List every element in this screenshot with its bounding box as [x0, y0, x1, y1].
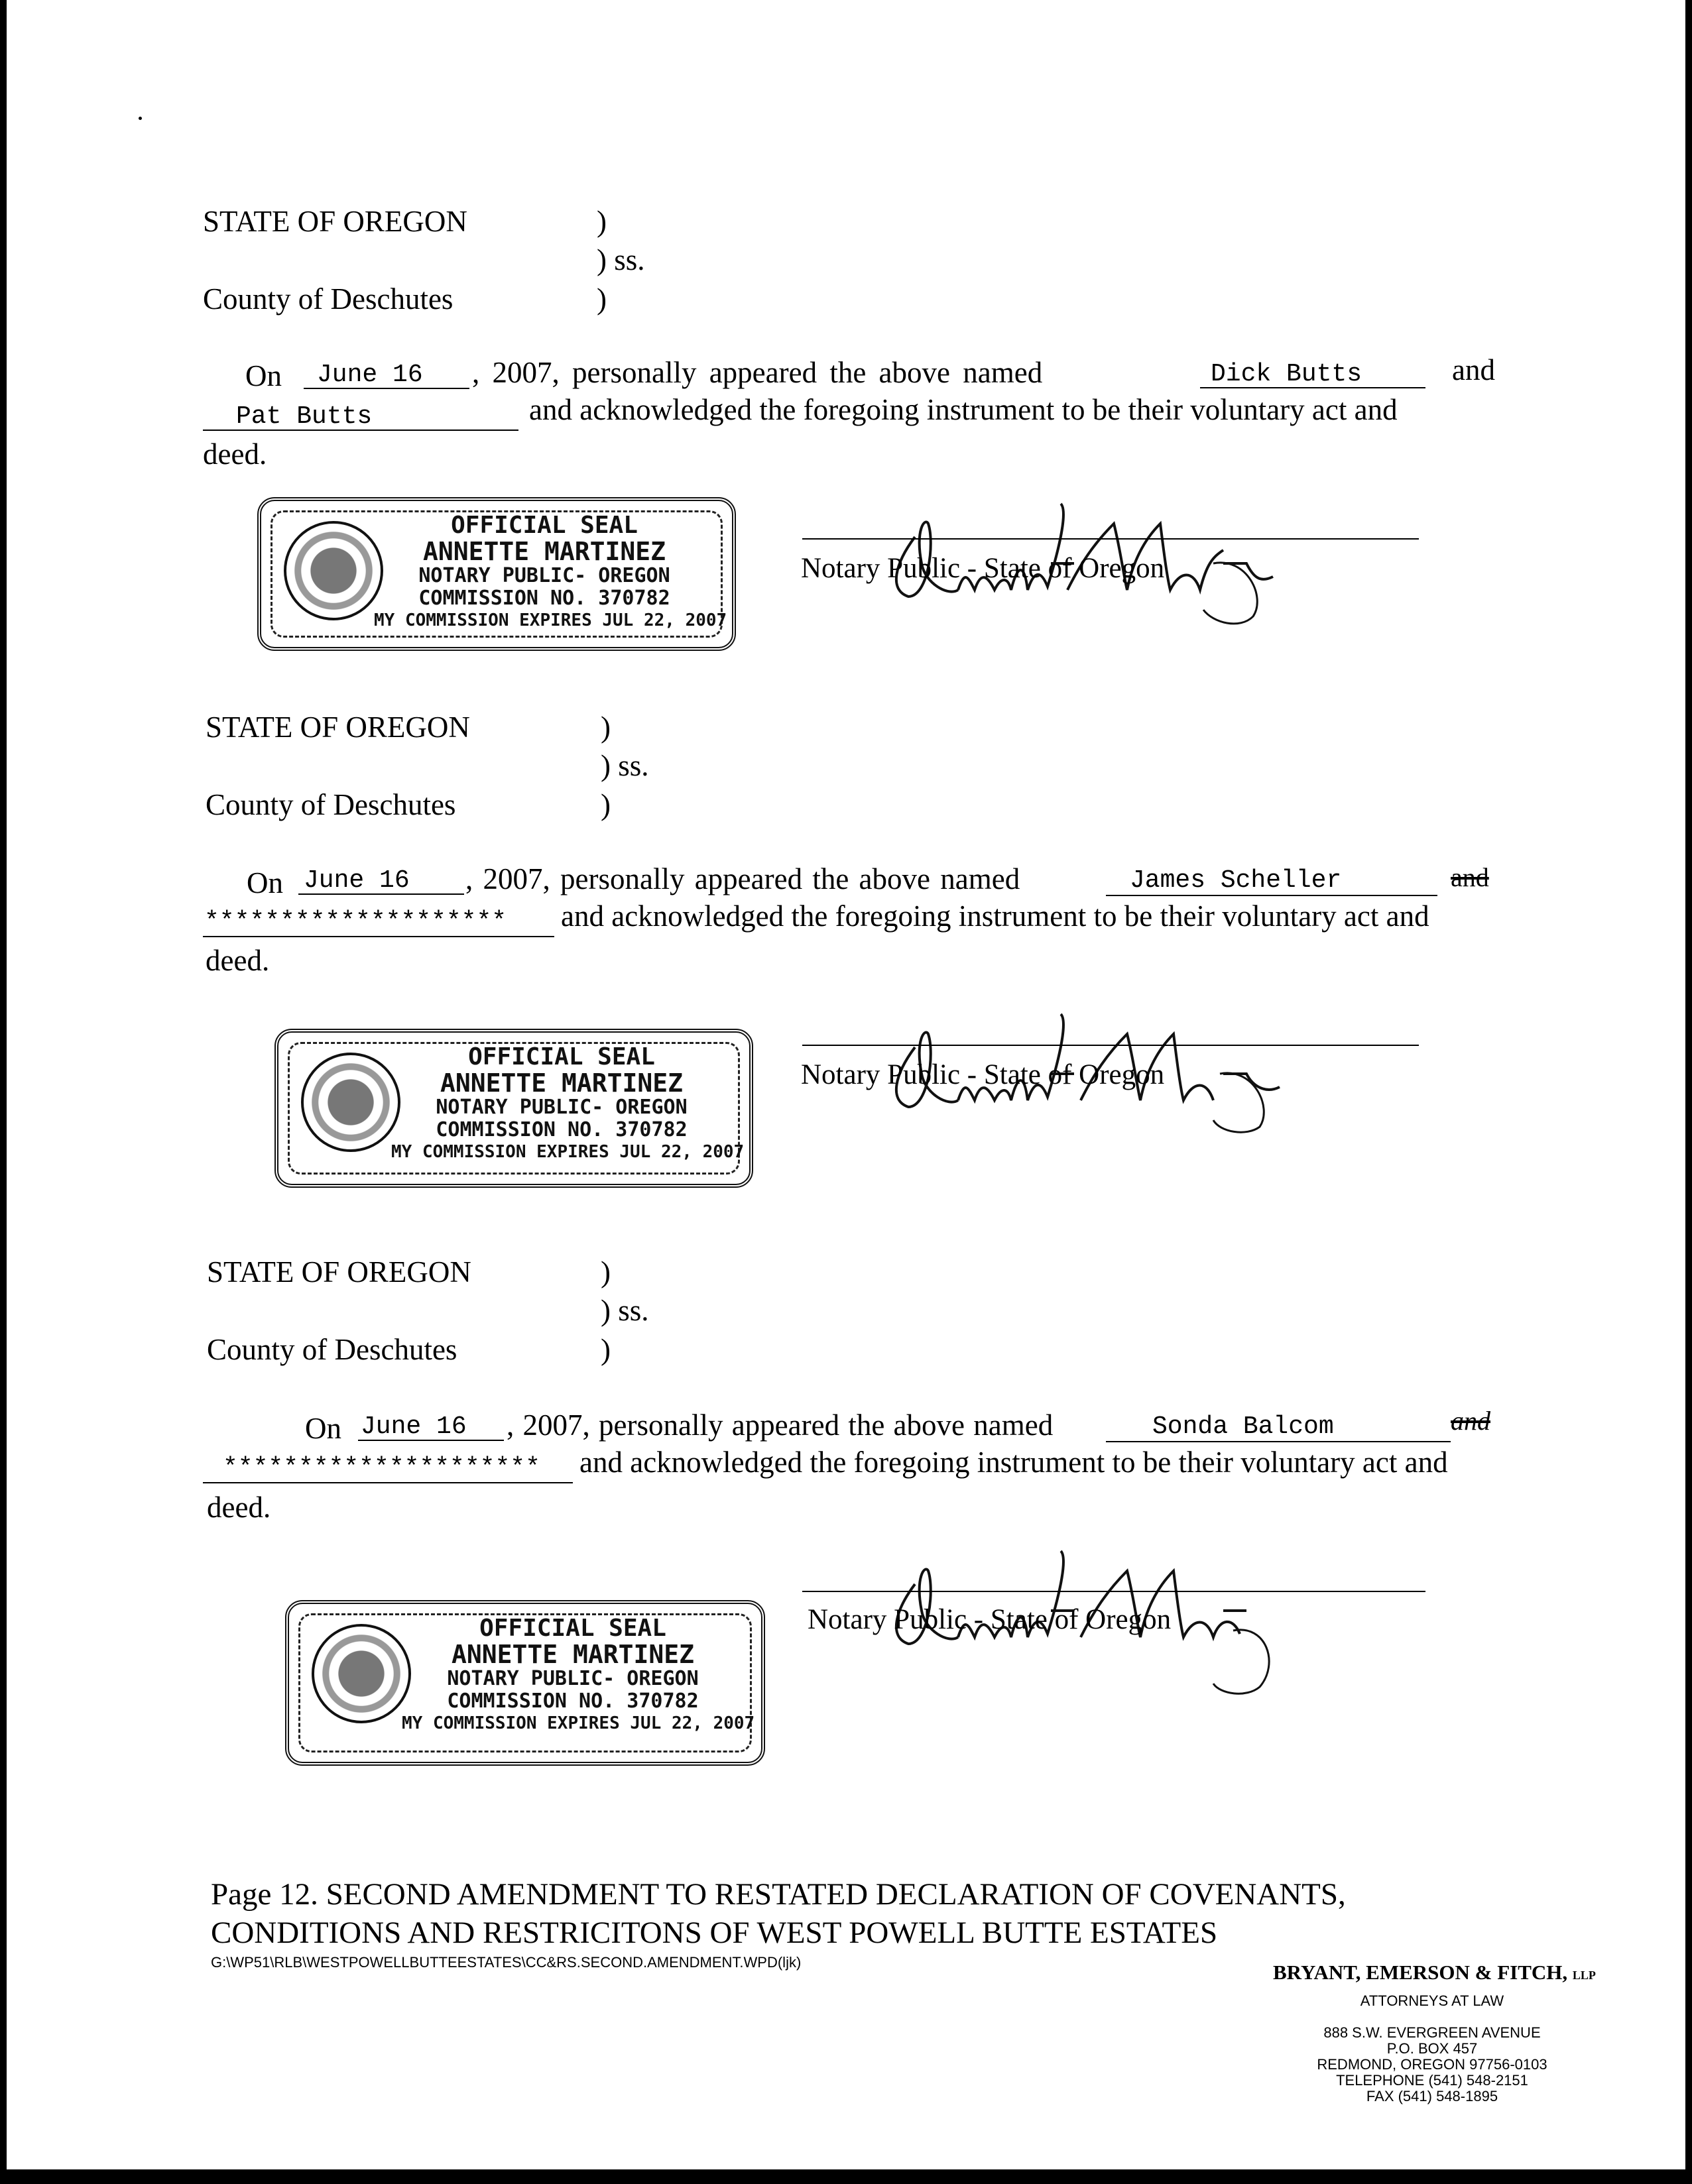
scan-border-left	[0, 0, 7, 2184]
name1-value: Dick Butts	[1211, 360, 1362, 388]
deed-text: deed.	[206, 944, 270, 977]
name2-value: *********************	[223, 1454, 540, 1482]
paren: )	[601, 788, 611, 821]
name2-value: ********************	[204, 907, 507, 936]
appeared-text: , 2007, personally appeared the above named	[465, 862, 1020, 895]
deed-text: deed.	[207, 1491, 271, 1524]
paren: )	[597, 205, 607, 238]
seal-commission-number: COMMISSION NO. 370782	[436, 1118, 688, 1141]
notary-signature	[842, 464, 1306, 636]
date-blank	[298, 866, 464, 895]
state-seal-emblem-icon	[284, 521, 383, 620]
firm-address-pobox: P.O. BOX 457	[1386, 2040, 1478, 2057]
seal-notary-public: NOTARY PUBLIC- OREGON	[436, 1096, 688, 1119]
notary-label: Notary Public - State of Oregon	[808, 1604, 1172, 1635]
state-heading: STATE OF OREGON	[203, 205, 467, 238]
name1-blank	[1106, 1412, 1451, 1442]
on-label: On	[305, 1412, 341, 1445]
name1-value: Sonda Balcom	[1152, 1412, 1334, 1441]
date-blank	[358, 1412, 504, 1441]
date-value: June 16	[361, 1412, 467, 1441]
firm-address-street: 888 S.W. EVERGREEN AVENUE	[1323, 2024, 1541, 2041]
on-label: On	[245, 359, 282, 392]
seal-expiration: MY COMMISSION EXPIRES JUL 22, 2007	[391, 1142, 745, 1162]
seal-title: OFFICIAL SEAL	[451, 512, 638, 539]
seal-notary-name: ANNETTE MARTINEZ	[440, 1068, 684, 1098]
signature-line	[802, 538, 1419, 540]
name2-value: Pat Butts	[236, 402, 373, 431]
seal-notary-name: ANNETTE MARTINEZ	[451, 1640, 695, 1669]
seal-expiration: MY COMMISSION EXPIRES JUL 22, 2007	[374, 610, 727, 630]
date-blank	[304, 360, 469, 389]
county-heading: County of Deschutes	[203, 282, 453, 316]
acknowledgement-text: and acknowledged the foregoing instrument to be their voluntary act and	[561, 899, 1429, 933]
ss-marker: ) ss.	[601, 1294, 649, 1327]
state-seal-emblem-icon	[301, 1053, 400, 1152]
seal-title: OFFICIAL SEAL	[479, 1615, 666, 1642]
notary-label: Notary Public - State of Oregon	[801, 553, 1165, 584]
state-heading: STATE OF OREGON	[206, 711, 470, 744]
seal-notary-public: NOTARY PUBLIC- OREGON	[447, 1667, 699, 1690]
name1-blank	[1106, 866, 1437, 896]
name1-blank	[1200, 358, 1425, 388]
name1-value: James Scheller	[1130, 866, 1342, 895]
official-seal-stamp	[257, 497, 736, 651]
name2-blank	[203, 398, 518, 431]
signature-line	[802, 1591, 1425, 1592]
file-path: G:\WP51\RLB\WESTPOWELLBUTTEESTATES\CC&RS.SECOND.AMENDMENT.WPD(ljk)	[211, 1954, 802, 1971]
date-value: June 16	[317, 361, 423, 389]
appeared-text: , 2007, personally appeared the above named	[472, 356, 1043, 389]
seal-title: OFFICIAL SEAL	[468, 1043, 655, 1070]
seal-expiration: MY COMMISSION EXPIRES JUL 22, 2007	[402, 1713, 755, 1733]
name2-blank	[203, 905, 554, 937]
ss-marker: ) ss.	[601, 749, 649, 782]
official-seal-stamp	[285, 1600, 765, 1766]
scan-border-bottom	[0, 2169, 1692, 2184]
scan-speck	[139, 117, 142, 120]
official-seal-stamp	[274, 1029, 753, 1188]
seal-commission-number: COMMISSION NO. 370782	[447, 1690, 699, 1713]
and-label-struck: and	[1451, 1406, 1490, 1436]
notary-label: Notary Public - State of Oregon	[801, 1059, 1165, 1090]
firm-subtitle: ATTORNEYS AT LAW	[1360, 1992, 1504, 2009]
seal-commission-number: COMMISSION NO. 370782	[418, 587, 670, 610]
seal-notary-public: NOTARY PUBLIC- OREGON	[418, 564, 670, 587]
paren: )	[601, 1333, 611, 1366]
document-title-line-1: Page 12. SECOND AMENDMENT TO RESTATED DECLARATION OF COVENANTS,	[211, 1877, 1346, 1912]
acknowledgement-text: and acknowledged the foregoing instrument to be their voluntary act and	[529, 393, 1398, 426]
on-label: On	[247, 866, 283, 899]
scan-border-right	[1685, 0, 1692, 2184]
ss-marker: ) ss.	[597, 243, 645, 276]
county-heading: County of Deschutes	[206, 788, 456, 821]
deed-text: deed.	[203, 437, 267, 471]
firm-fax: FAX (541) 548-1895	[1366, 2088, 1498, 2104]
notary-signature	[842, 961, 1306, 1140]
appeared-text: , 2007, personally appeared the above named	[507, 1408, 1054, 1442]
firm-suffix: LLP	[1572, 1969, 1596, 1982]
firm-name	[1273, 1961, 1596, 1984]
county-heading: County of Deschutes	[207, 1333, 457, 1366]
state-seal-emblem-icon	[312, 1624, 411, 1723]
signature-line	[802, 1045, 1419, 1046]
firm-address-city: REDMOND, OREGON 97756-0103	[1317, 2056, 1547, 2073]
date-value: June 16	[304, 866, 410, 895]
seal-notary-name: ANNETTE MARTINEZ	[422, 537, 666, 566]
paren: )	[601, 1255, 611, 1289]
acknowledgement-text: and acknowledged the foregoing instrument to be their voluntary act and	[579, 1446, 1448, 1479]
and-label: and	[1452, 353, 1495, 386]
document-title-line-2: CONDITIONS AND RESTRICITONS OF WEST POWELL BUTTE ESTATES	[211, 1916, 1218, 1950]
paren: )	[597, 282, 607, 316]
paren: )	[601, 711, 611, 744]
state-heading: STATE OF OREGON	[207, 1255, 471, 1289]
firm-telephone: TELEPHONE (541) 548-2151	[1336, 2072, 1528, 2089]
and-label-struck: and	[1451, 862, 1489, 892]
name2-blank	[203, 1452, 573, 1483]
firm-name-text: BRYANT, EMERSON & FITCH,	[1273, 1961, 1568, 1984]
